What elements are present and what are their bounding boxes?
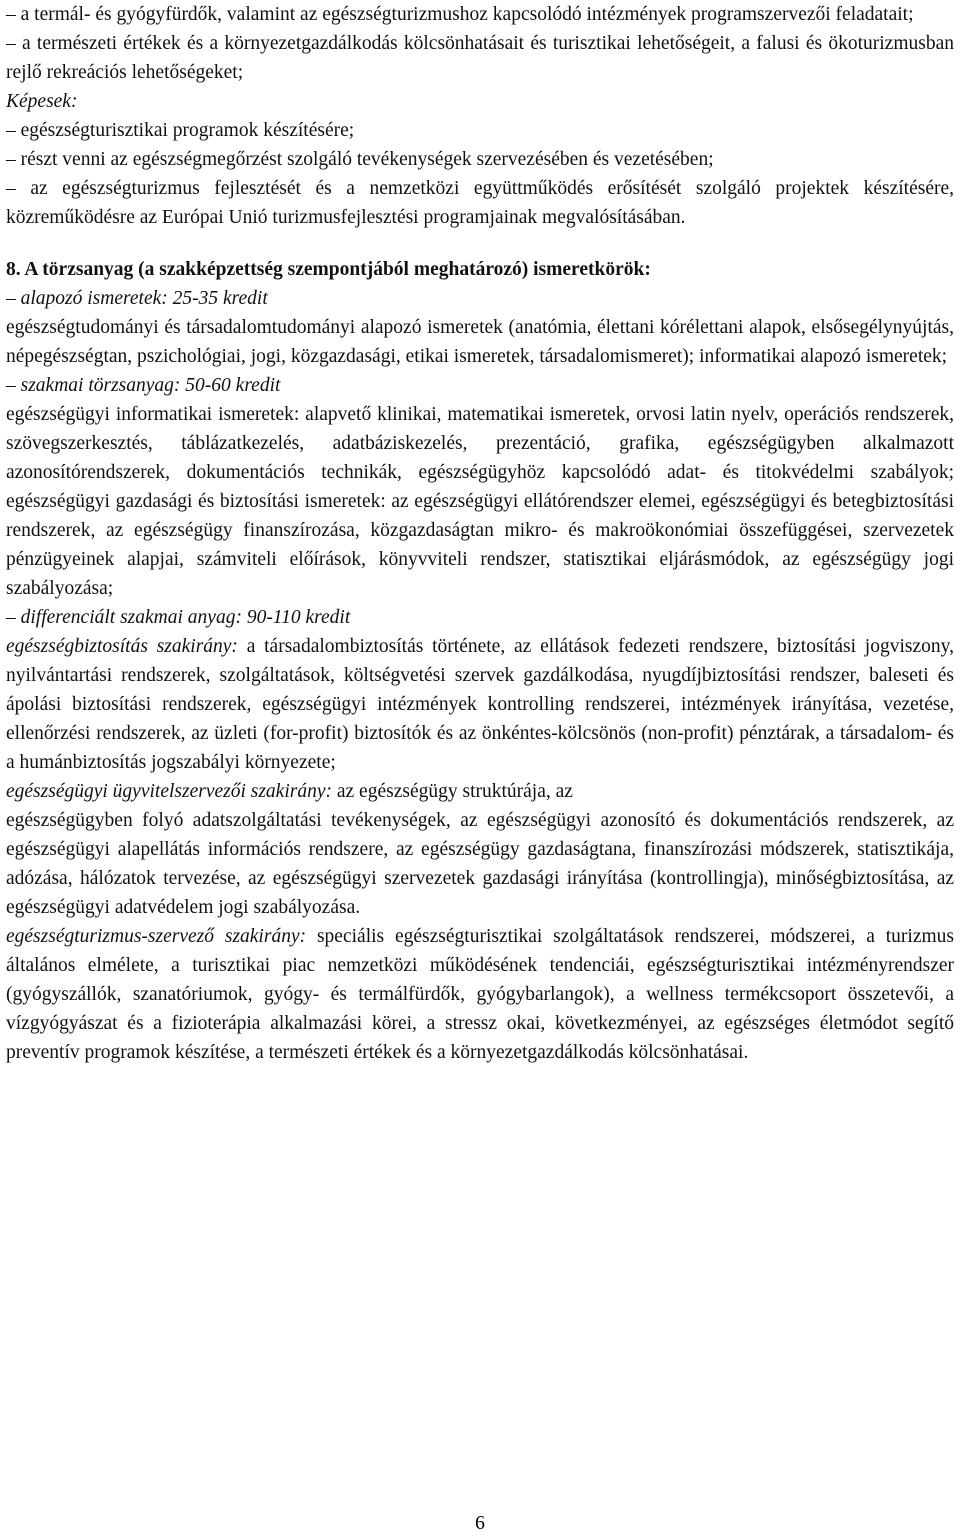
ugyvitel-text-1: az egészségügy struktúrája, az: [332, 781, 573, 802]
section-8-heading: 8. A törzsanyag (a szakképzettség szempontjából meghatározó) ismeretkörök:: [6, 259, 651, 280]
list-item-programok: – egészségturisztikai programok készítésére;: [6, 120, 355, 141]
biztositas-paragraph: [6, 632, 954, 777]
biztositas-text: a társadalombiztosítás története, az ellátások fedezeti rendszere, biztosítási jogviszony, nyilvántartási rendszerek, szolgáltatások, költségvetési szervek gazdálkodása, nyugdíjbiztosítási rendszer, baleseti és ápolási biztosítási rendszerek, egészségügyi intézmények kontrolling rendszerei, intézmények irányítása, vezetése, ellenőrzési rendszerek, az üzleti (for-profit) biztosítók és az önkéntes-kölcsönös (non-profit) pénztárak, a társadalom- és a humánbiztosítás jogszabályi környezete;: [6, 636, 954, 773]
document-page: [6, 0, 954, 1067]
ugyvitel-label: egészségügyi ügyvitelszervezői szakirány:: [6, 781, 332, 802]
szakmai-title: – szakmai törzsanyag: 50-60 kredit: [6, 375, 281, 396]
list-item-termal: – a termál- és gyógyfürdők, valamint az egészségturizmushoz kapcsolódó intézmények programszervezői feladatait;: [6, 4, 914, 25]
section-gap: [6, 232, 954, 255]
turizmus-paragraph: [6, 922, 954, 1067]
page-number: 6: [475, 1513, 485, 1534]
list-item-reszt-venni: – részt venni az egészségmegőrzést szolgáló tevékenységek szervezésében és vezetésében;: [6, 149, 714, 170]
differencialt-title: – differenciált szakmai anyag: 90-110 kredit: [6, 607, 351, 628]
turizmus-text: speciális egészségturisztikai szolgáltatások rendszerei, módszerei, a turizmus általános elmélete, a turisztikai piac nemzetközi működésének tendenciái, egészségturisztikai intézményrendszer (gyógyszállók, szanatóriumok, gyógy- és termálfürdők, gyógybarlangok), a wellness termékcsoport összetevői, a vízgyógyászat és a fizioterápia alkalmazási körei, a stressz okai, következményei, az egészséges életmódot segítő preventív programok készítése, a természeti értékek és a környezetgazdálkodás kölcsönhatásai.: [6, 926, 954, 1063]
szakmai-text: egészségügyi informatikai ismeretek: alapvető klinikai, matematikai ismeretek, orvosi latin nyelv, operációs rendszerek, szövegszerkesztés, táblázatkezelés, adatbáziskezelés, prezentáció, grafika, egészségügyben alkalmazott azonosítórendszerek, dokumentációs technikák, egészségügyhöz kapcsolódó adat- és titokvédelmi szabályok; egészségügyi gazdasági és biztosítási ismeretek: az egészségügyi ellátórendszer elemei, egészségügyi és betegbiztosítási rendszerek, az egészségügy finanszírozása, közgazdaságtan mikro- és makroökonómiai összefüggései, szervezetek pénzügyeinek alapjai, számviteli előírások, könyvviteli rendszer, statisztikai eljárásmódok, az egészségügy jogi szabályozása;: [6, 404, 954, 599]
list-item-projektek: – az egészségturizmus fejlesztését és a nemzetközi együttműködés erősítését szolgáló projektek készítésére, közreműködésre az Európai Unió turizmusfejlesztési programjainak megvalósításában.: [6, 178, 954, 228]
alapozo-text: egészségtudományi és társadalomtudományi alapozó ismeretek (anatómia, élettani kórélettani alapok, elsősegélynyújtás, népegészségtan, pszichológiai, jogi, közgazdasági, etikai ismeretek, társadalomismeret); informatikai alapozó ismeretek;: [6, 317, 954, 367]
turizmus-label: egészségturizmus-szervező szakirány:: [6, 926, 307, 947]
ugyvitel-text-2: egészségügyben folyó adatszolgáltatási tevékenységek, az egészségügyi azonosító és dokumentációs rendszerek, az egészségügyi alapellátás információs rendszere, az egészségügy gazdaságtana, finanszírozási módszerek, statisztikája, adózása, hálózatok tervezése, az egészségügyi szervezetek gazdasági irányítása (kontrollingja), minőségbiztosítása, az egészségügyi adatvédelem jogi szabályozása.: [6, 810, 954, 918]
list-item-termeszeti: – a természeti értékek és a környezetgazdálkodás kölcsönhatásait és turisztikai lehetőségeit, a falusi és ökoturizmusban rejlő rekreációs lehetőségeket;: [6, 33, 954, 83]
alapozo-title: – alapozó ismeretek: 25-35 kredit: [6, 288, 268, 309]
kepesek-label: Képesek:: [6, 91, 78, 112]
biztositas-label: egészségbiztosítás szakirány:: [6, 636, 238, 657]
ugyvitel-first-line: [6, 777, 954, 806]
